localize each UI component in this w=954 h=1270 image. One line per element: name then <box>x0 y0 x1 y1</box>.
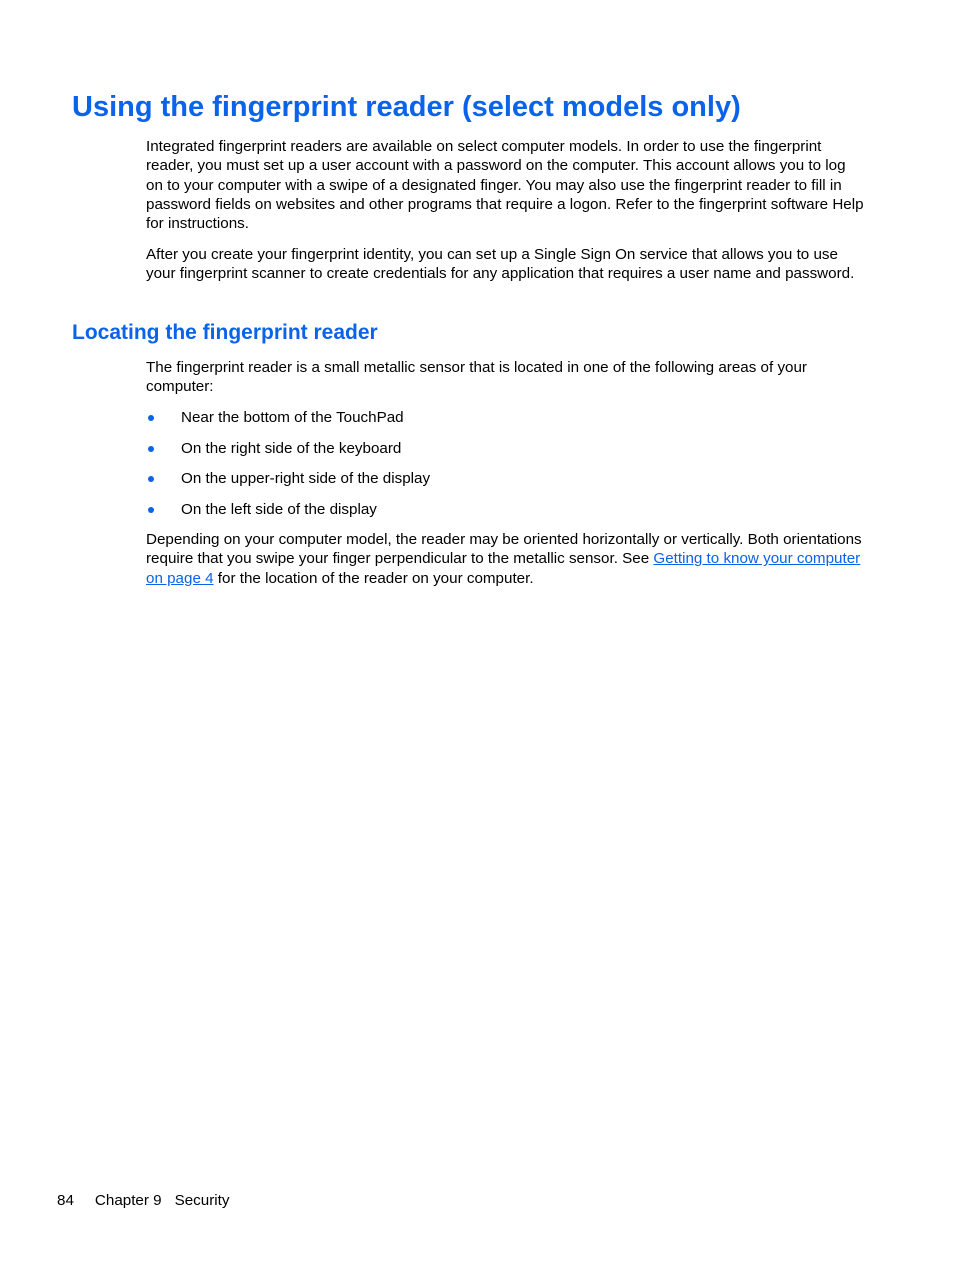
page-title: Using the fingerprint reader (select models only) <box>72 91 741 123</box>
footer-section: Security <box>174 1192 230 1209</box>
list-item-text: On the right side of the keyboard <box>181 439 402 457</box>
intro-paragraph: Integrated fingerprint readers are available on select computer models. In order to use the fingerprint reader, you must set up a user account with a password on the computer. This account allows you to log on to your computer with a swipe of a designated finger. You may also use the fingerprint reader to fill in password fields on websites and other programs that require a logon. Refer to the fingerprint software Help for instructions. <box>146 138 864 233</box>
locating-paragraph: The fingerprint reader is a small metallic sensor that is located in one of the following areas of your computer: <box>146 359 807 396</box>
list-item <box>146 408 866 427</box>
page-number: 84 <box>57 1192 74 1209</box>
orientation-text-after: for the location of the reader on your computer. <box>213 569 534 587</box>
list-item <box>146 500 866 519</box>
list-item-text: On the upper-right side of the display <box>181 470 431 488</box>
single-sign-on-paragraph: After you create your fingerprint identity, you can set up a Single Sign On service that allows you to use your fingerprint scanner to create credentials for any application that requires a user name and password. <box>146 246 855 283</box>
bullet-icon <box>148 507 154 513</box>
bullet-icon <box>148 476 154 482</box>
bullet-icon <box>148 446 154 452</box>
list-item <box>146 439 866 458</box>
list-item <box>146 469 866 488</box>
footer-chapter: Chapter 9 <box>94 1192 162 1209</box>
list-item-text: On the left side of the display <box>181 501 377 519</box>
page-footer <box>57 1191 229 1211</box>
list-item-text: Near the bottom of the TouchPad <box>181 409 404 426</box>
getting-to-know-link[interactable]: Getting to know your computer on page 4 <box>146 550 861 587</box>
section-heading: Locating the fingerprint reader <box>72 321 378 344</box>
bullet-icon <box>148 415 154 421</box>
location-list <box>146 408 866 531</box>
orientation-text-before: Depending on your computer model, the reader may be oriented horizontally or vertically. Both orientations require that you swipe your finger perpendicular to the metallic sensor. See <box>146 531 862 568</box>
orientation-paragraph <box>146 530 866 588</box>
